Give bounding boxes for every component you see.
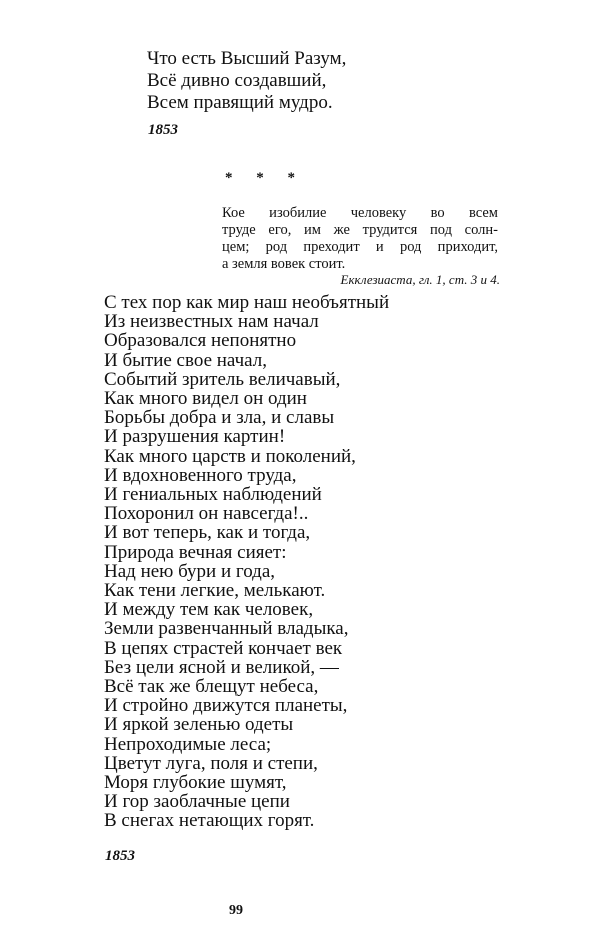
poem-line: Похоронил он навсегда!.. [104, 503, 309, 525]
poem-line: Без цели ясной и великой, — [104, 656, 339, 678]
poem-line: Над нею бури и года, [104, 560, 276, 582]
poem-line: И вот теперь, как и тогда, [104, 522, 311, 544]
top-stanza-line: Всем правящий мудро. [147, 92, 333, 113]
poem-line: С тех пор как мир наш необъятный [104, 292, 390, 313]
epigraph-line: труде его, им же трудится под солн- [222, 222, 498, 238]
poem-line: В снегах нетающих горят. [104, 810, 315, 832]
poem-line: Земли развенчанный владыка, [104, 618, 349, 640]
poem-line: Событий зритель величавый, [104, 368, 341, 390]
poem-line: Образовался непонятно [104, 330, 297, 352]
page-number: 99 [229, 903, 243, 918]
poem-line: И гениальных наблюдений [104, 484, 322, 506]
poem-line: Как много видел он один [104, 388, 307, 410]
poem-line: И бытие свое начал, [104, 349, 267, 371]
poem-line: И яркой зеленью одеты [104, 714, 294, 736]
poem-line: Цветут луга, поля и степи, [104, 752, 318, 774]
epigraph-line: а земля вовек стоит. [222, 256, 346, 272]
top-stanza-line: Всё дивно создавший, [147, 70, 327, 91]
poem-line: И стройно движутся планеты, [104, 695, 348, 717]
poem-line: Непроходимые леса; [104, 733, 272, 755]
epigraph-line: цем; род преходит и род приходит, [222, 239, 498, 255]
poem-date: 1853 [105, 848, 135, 864]
poem-line: Природа вечная сияет: [104, 541, 287, 563]
poem-line: И вдохновенного труда, [104, 464, 297, 486]
poem-line: Как много царств и поколений, [104, 445, 356, 467]
poem-line: И разрушения картин! [104, 426, 286, 448]
poem-line: Всё так же блещут небеса, [104, 676, 319, 698]
poem-line: Моря глубокие шумят, [104, 772, 287, 794]
poem-line: В цепях страстей кончает век [104, 637, 343, 659]
top-stanza-line: Что есть Высший Разум, [147, 48, 347, 69]
poem-line: И между тем как человек, [104, 599, 314, 621]
epigraph-line: Кое изобилие человеку во всем [222, 205, 498, 221]
top-stanza-date: 1853 [148, 122, 178, 138]
section-separator: * * * [225, 170, 305, 186]
poem-line: Из неизвестных нам начал [104, 311, 319, 333]
epigraph-source: Екклезиаста, гл. 1, ст. 3 и 4. [340, 272, 500, 287]
epigraph [222, 205, 498, 273]
poem-line: И гор заоблачные цепи [104, 791, 290, 813]
poem-line: Как тени легкие, мелькают. [104, 580, 326, 602]
poem-body [104, 293, 389, 831]
poem-line: Борьбы добра и зла, и славы [104, 407, 335, 429]
top-stanza [147, 48, 346, 114]
